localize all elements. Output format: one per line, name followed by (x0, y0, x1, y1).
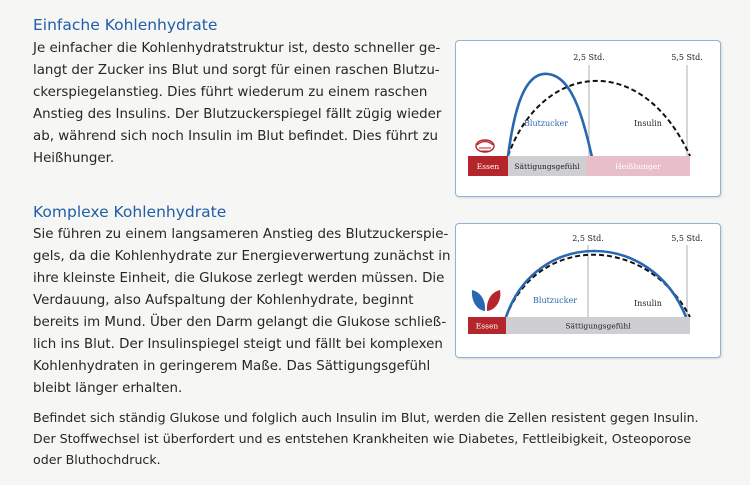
chart-card-simple-carbs (455, 40, 721, 197)
text-line: ab, während sich noch Insulin im Blut befindet. Dies führt zu (33, 129, 439, 144)
blood-sugar-label: Blutzucker (524, 119, 569, 128)
section-heading-complex-carbs: Komplexe Kohlenhydrate (33, 203, 227, 221)
text-line: bleibt länger erhalten. (33, 381, 183, 396)
time-label-5-5h: 5,5 Std. (671, 234, 703, 243)
blood-sugar-label: Blutzucker (533, 296, 578, 305)
text-line: Der Stoffwechsel ist überfordert und es entstehen Krankheiten wie Diabetes, Fettleibigkeit, Osteoporose (33, 431, 692, 446)
text-line: Heißhunger. (33, 151, 115, 166)
insulin-label: Insulin (634, 299, 662, 308)
conclusion-paragraph (33, 407, 699, 470)
text-line: Sie führen zu einem langsameren Anstieg des Blutzuckerspie- (33, 227, 449, 242)
essen-label: Essen (476, 162, 500, 171)
text-line: Anstieg des Insulins. Der Blutzuckerspiegel fällt zügig wieder (33, 107, 442, 122)
time-label-2-5h: 2,5 Std. (572, 234, 604, 243)
insulin-label: Insulin (634, 119, 662, 128)
text-line: langt der Zucker ins Blut und sorgt für einen raschen Blutzu- (33, 63, 440, 78)
text-line: lich ins Blut. Der Insulinspiegel steigt und fällt bei komplexen (33, 337, 443, 352)
section-text-complex-carbs (33, 224, 451, 400)
text-line: bereits im Mund. Über den Darm gelangt die Glukose schließ- (33, 315, 447, 330)
cake-icon (476, 140, 494, 152)
insulin-curve (506, 255, 690, 317)
text-line: Kohlenhydraten in geringerem Maße. Das Sättigungsgefühl (33, 359, 431, 374)
text-line: gels, da die Kohlenhydrate zur Energieverwertung zunächst in (33, 249, 451, 264)
leaves-icon (472, 290, 501, 311)
essen-label: Essen (475, 321, 499, 331)
section-text-simple-carbs (33, 38, 441, 170)
time-label-5-5h: 5,5 Std. (671, 53, 703, 62)
time-label-2-5h: 2,5 Std. (573, 53, 605, 62)
section-heading-simple-carbs: Einfache Kohlenhydrate (33, 16, 218, 34)
text-line: Je einfacher die Kohlenhydratstruktur ist, desto schneller ge- (33, 41, 441, 56)
text-line: Befindet sich ständig Glukose und folglich auch Insulin im Blut, werden die Zellen resistent gegen Insulin. (33, 410, 699, 425)
saettigung-label: Sättigungsgefühl (514, 162, 580, 171)
text-line: ihre kleinste Einheit, die Glukose zerlegt werden müssen. Die (33, 271, 445, 286)
text-line: Verdauung, also Aufspaltung der Kohlenhydrate, beginnt (33, 293, 414, 308)
blood-sugar-insulin-chart-complex (456, 224, 720, 357)
chart-card-complex-carbs (455, 223, 721, 358)
heisshunger-label: Heißhunger (615, 162, 661, 171)
saettigung-label: Sättigungsgefühl (565, 321, 631, 331)
text-line: oder Bluthochdruck. (33, 452, 161, 467)
blood-sugar-insulin-chart-simple (456, 41, 720, 196)
text-line: ckerspiegelanstieg. Dies führt wiederum zu einem raschen (33, 85, 428, 100)
